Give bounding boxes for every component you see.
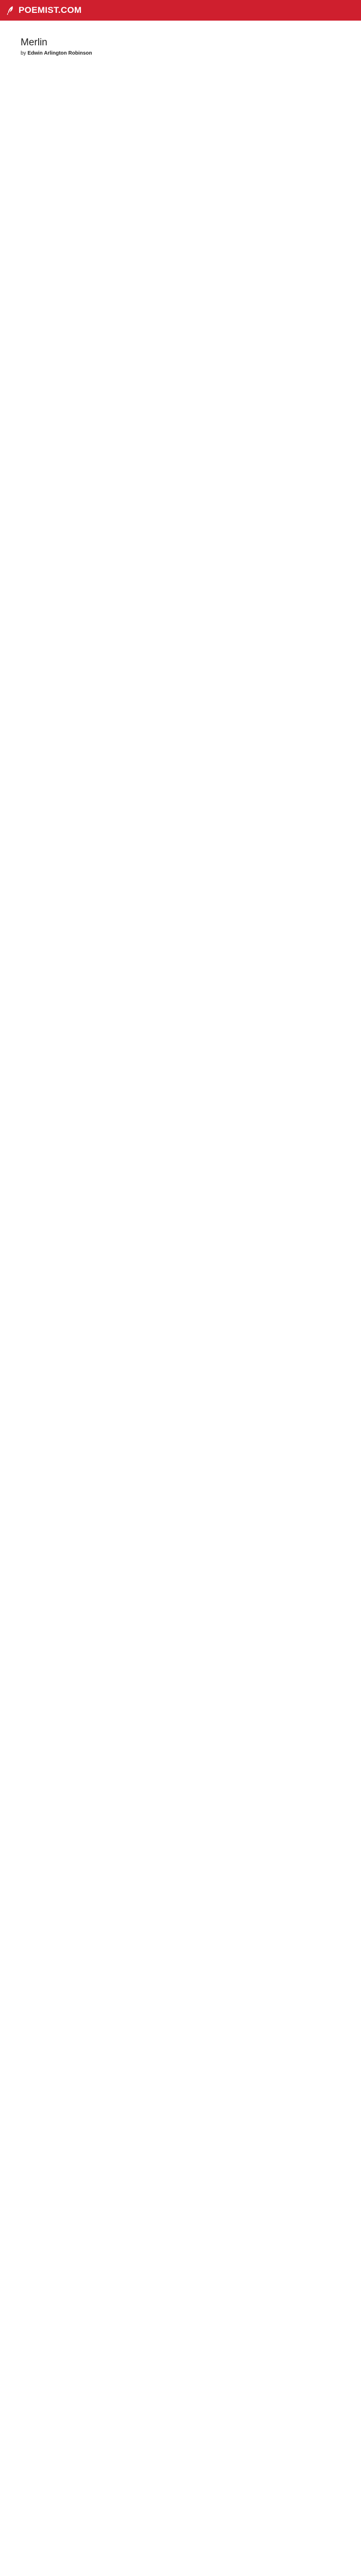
site-header — [0, 0, 361, 21]
byline-prefix: by — [21, 50, 26, 56]
poem-title: Merlin — [21, 37, 47, 48]
poem-author: Edwin Arlington Robinson — [27, 50, 92, 56]
site-name: POEMIST.COM — [19, 5, 82, 15]
poem-byline — [21, 50, 361, 56]
site-logo-link[interactable] — [5, 5, 81, 15]
poem-content — [0, 21, 361, 2576]
quill-pen-icon — [5, 5, 15, 15]
